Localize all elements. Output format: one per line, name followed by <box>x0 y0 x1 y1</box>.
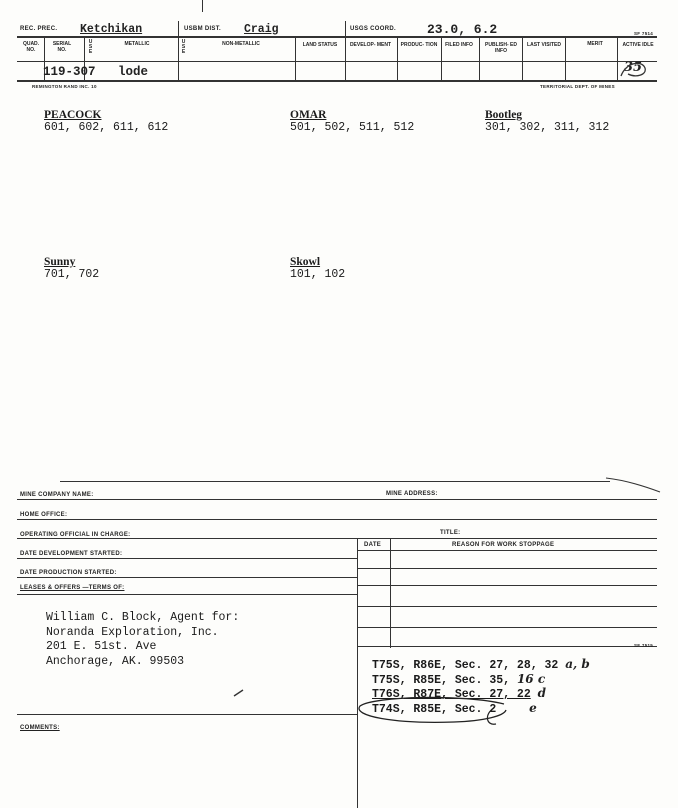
leases-label: LEASES & OFFERS —TERMS OF: <box>20 585 125 591</box>
operating-official-label: OPERATING OFFICIAL IN CHARGE: <box>20 532 131 538</box>
usgs-coord-value: 23.0, 6.2 <box>427 22 498 37</box>
date-column-label: DATE <box>364 542 382 548</box>
claim-name: OMAR <box>290 109 327 121</box>
claim-numbers: 601, 602, 611, 612 <box>44 121 169 134</box>
address-line: 201 E. 51st. Ave <box>46 640 157 653</box>
stoppage-left-rule <box>357 538 358 808</box>
quad-no-label: QUAD. NO. <box>22 41 40 53</box>
column-divider <box>178 37 179 80</box>
handwritten-note: d <box>537 686 547 700</box>
claim-numbers: 301, 302, 311, 312 <box>485 121 610 134</box>
legal-description-text: T75S, R85E, Sec. 35, <box>372 673 511 687</box>
header-divider <box>345 21 346 37</box>
serial-no-label: SERIAL NO. <box>52 41 72 53</box>
mine-address-label: MINE ADDRESS: <box>386 491 438 497</box>
header-top-rule <box>17 36 657 38</box>
form-number-bottom: SF 7515 <box>634 643 654 648</box>
form-rule <box>17 499 657 500</box>
active-idle-value: 35 <box>624 60 643 75</box>
mine-company-name-label: MINE COMPANY NAME: <box>20 492 94 498</box>
serial-value: 119-307 <box>43 65 96 79</box>
claim-name: Sunny <box>44 256 76 268</box>
stoppage-header-rule <box>357 550 657 551</box>
handwritten-note: 16 c <box>516 671 546 686</box>
use-label: U S E <box>88 39 93 55</box>
claim-name: Bootleg <box>485 109 523 121</box>
footer-right-label: TERRITORIAL DEPT. OF MINES <box>540 84 615 89</box>
form-rule <box>17 558 357 559</box>
form-rule <box>17 577 357 578</box>
date-production-label: DATE PRODUCTION STARTED: <box>20 570 117 576</box>
claim-group-skowl <box>290 256 345 281</box>
commodity-value: lode <box>118 65 149 79</box>
handwritten-loop-mark <box>618 58 648 80</box>
stoppage-date-divider <box>390 538 391 648</box>
metallic-label: METALLIC <box>124 41 150 47</box>
merit-label: MERIT <box>587 41 603 47</box>
date-development-label: DATE DEVELOPMENT STARTED: <box>20 551 123 557</box>
claim-group-sunny <box>44 256 99 281</box>
header-mid-rule <box>17 61 657 62</box>
filed-info-label: FILED INFO <box>445 42 473 48</box>
production-label: PRODUC- TION <box>400 42 438 48</box>
land-status-label: LAND STATUS <box>302 42 338 48</box>
form-number-top: SF 7514 <box>634 31 654 36</box>
title-label: TITLE: <box>440 530 461 536</box>
footer-left-label: REMINGTON RAND INC. 10 <box>32 84 97 89</box>
handwritten-note: e <box>529 700 537 715</box>
nonmetallic-label: NON-METALLIC <box>222 41 260 47</box>
form-rule <box>17 714 357 715</box>
address-line: William C. Block, Agent for: <box>46 611 240 624</box>
form-rule <box>17 519 657 520</box>
stoppage-row-rule <box>357 568 657 569</box>
claim-name: Skowl <box>290 256 321 268</box>
column-divider <box>565 37 566 80</box>
legal-description-text: T74S, R85E, Sec. 2 <box>372 702 497 716</box>
usbm-dist-value: Craig <box>244 23 279 36</box>
rec-prec-value: Ketchikan <box>80 23 143 36</box>
legal-description-row <box>372 673 590 688</box>
address-line: Anchorage, AK. 99503 <box>46 654 185 668</box>
column-divider <box>295 37 296 80</box>
column-divider <box>479 37 480 80</box>
address-line: Noranda Exploration, Inc. <box>46 625 219 639</box>
column-divider <box>522 37 523 80</box>
legal-description-text: T76S, R87E, Sec. 27, 22 <box>372 688 531 701</box>
column-divider <box>441 37 442 80</box>
column-divider <box>345 37 346 80</box>
legal-description-text: T75S, R86E, Sec. 27, 28, 32 <box>372 659 559 672</box>
lease-holder-address <box>46 611 239 669</box>
usgs-coord-label: USGS COORD. <box>350 26 396 32</box>
use-label-2: U S E <box>181 39 186 55</box>
home-office-label: HOME OFFICE: <box>20 512 68 518</box>
last-visited-label: LAST VISITED <box>527 42 561 48</box>
published-info-label: PUBLISH- ED INFO <box>485 42 517 54</box>
reason-column-label: REASON FOR WORK STOPPAGE <box>452 542 555 548</box>
pen-stroke-mark <box>232 688 246 698</box>
legal-description-row <box>372 658 590 673</box>
form-top-rule <box>60 481 610 482</box>
usbm-dist-label: USBM DIST. <box>184 26 222 32</box>
claim-numbers: 701, 702 <box>44 268 100 281</box>
form-rule <box>17 594 357 595</box>
header-divider <box>178 21 179 37</box>
claim-group-omar <box>290 109 414 134</box>
development-label: DEVELOP- MENT <box>349 42 392 48</box>
header-bottom-rule <box>17 80 657 82</box>
claim-group-bootleg <box>485 109 609 134</box>
stoppage-row-rule <box>357 627 657 628</box>
scan-curve-mark <box>604 476 664 496</box>
claim-group-peacock <box>44 109 168 134</box>
form-rule <box>17 538 657 539</box>
top-tick <box>202 0 203 12</box>
stoppage-row-rule <box>357 606 657 607</box>
stoppage-row-rule <box>357 585 657 586</box>
handwritten-circle-mark <box>354 696 534 730</box>
stoppage-row-rule <box>357 646 657 647</box>
rec-prec-label: REC. PREC. <box>20 26 58 32</box>
column-divider <box>397 37 398 80</box>
active-idle-label: ACTIVE IDLE <box>622 42 654 48</box>
claim-numbers: 501, 502, 511, 512 <box>290 121 415 134</box>
claim-numbers: 101, 102 <box>290 268 346 281</box>
handwritten-note: a, b <box>565 657 590 671</box>
claim-name: PEACOCK <box>44 109 102 121</box>
comments-label: COMMENTS: <box>20 725 60 731</box>
